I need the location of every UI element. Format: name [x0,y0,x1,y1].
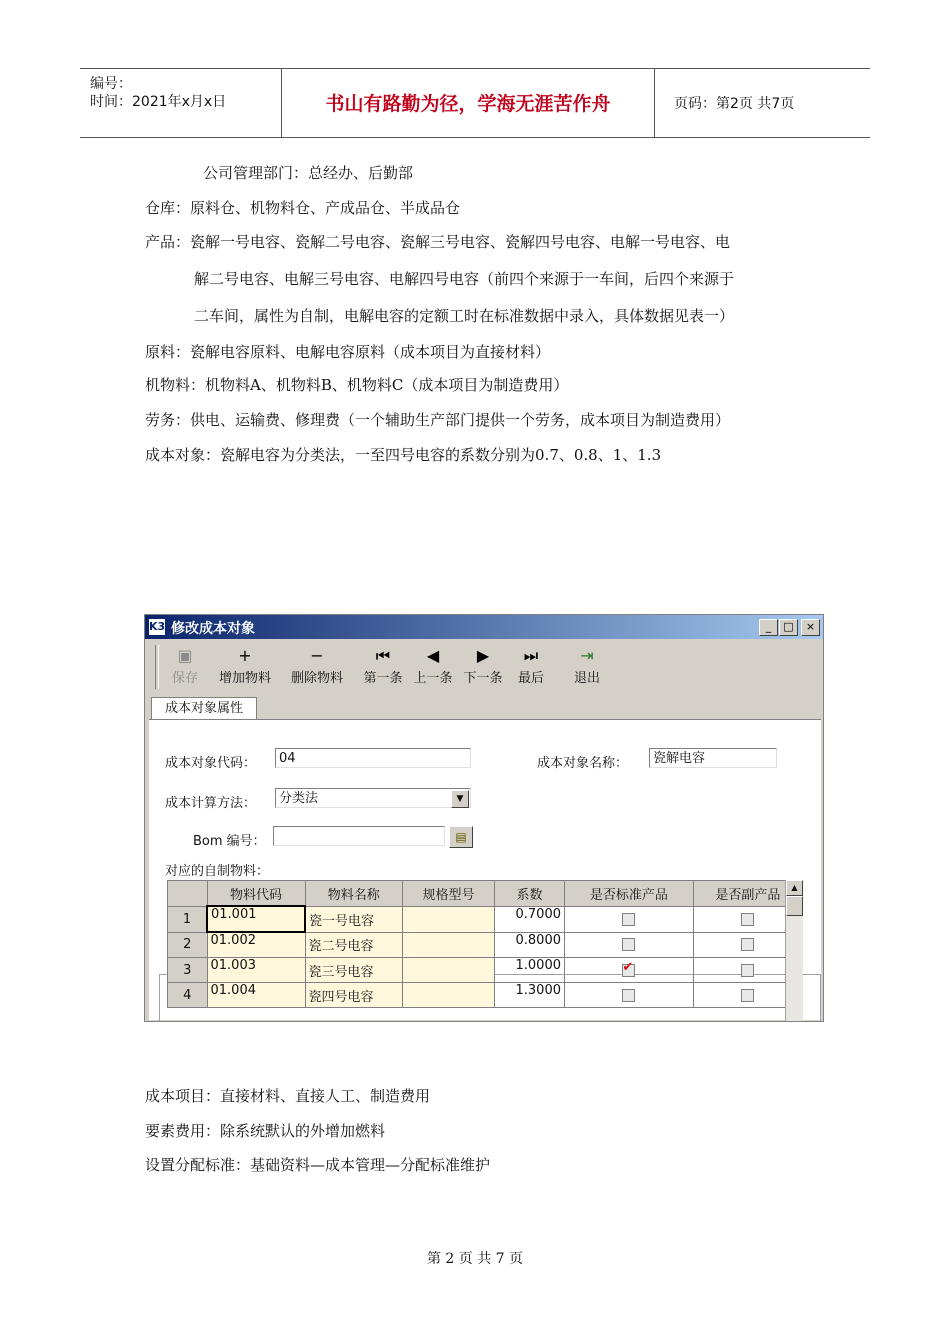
page-footer: 第 2 页 共 7 页 [426,1251,524,1267]
material-code-cell[interactable]: 01.004 [207,983,305,1008]
browse-icon[interactable]: ▤ [449,826,473,848]
tab-cost-object-properties[interactable]: 成本对象属性 [151,697,257,720]
save-icon: ▣ [177,646,193,665]
prev-icon: ◀ [426,646,440,665]
material-code-cell[interactable]: 01.002 [207,932,305,958]
text-line: 成本对象：瓷解电容为分类法，一至四号电容的系数分别为0.7、0.8、1、1.3 [145,446,662,464]
text-line: 仓库：原料仓、机物料仓、产成品仓、半成品仓 [145,199,461,217]
cost-object-code-field[interactable]: 04 [275,748,471,768]
coefficient-cell[interactable]: 1.3000 [495,983,565,1008]
minus-icon: − [310,646,324,665]
materials-group-title: 对应的自制物料： [163,860,271,879]
app-logo-icon: K3 [149,620,166,633]
minimize-button[interactable]: _ [759,619,778,636]
save-button[interactable]: ▣ 保存 [167,645,203,686]
grid-corner [168,881,208,907]
table-row[interactable]: 3 01.003 瓷三号电容 1.0000 ✔ [168,958,803,983]
material-name-cell[interactable]: 瓷二号电容 [305,932,403,958]
motto: 书山有路勤为径，学海无涯苦作舟 [282,69,655,137]
text-line: 要素费用：除系统默认的外增加燃料 [145,1122,386,1140]
text-line: 设置分配标准：基础资料—成本管理—分配标准维护 [145,1156,491,1174]
exit-icon: ⇥ [580,646,594,665]
scroll-thumb[interactable] [786,896,803,916]
text-line: 原料：瓷解电容原料、电解电容原料（成本项目为直接材料） [145,343,551,361]
next-record-button[interactable]: ▶ 下一条 [459,645,507,686]
standard-product-checkbox[interactable] [622,964,635,977]
column-header[interactable]: 系数 [495,881,565,907]
bom-label: Bom 编号： [193,834,266,849]
method-label: 成本计算方法： [165,796,257,811]
text-line: 公司管理部门：总经办、后勤部 [203,164,414,182]
material-name-cell[interactable]: 瓷三号电容 [305,958,403,983]
text-line: 成本项目：直接材料、直接人工、制造费用 [145,1087,431,1105]
close-button[interactable]: × [801,619,820,636]
material-name-cell[interactable]: 瓷一号电容 [305,906,403,932]
standard-product-checkbox[interactable] [622,938,635,951]
grid-scrollbar[interactable] [785,880,803,1022]
by-product-checkbox[interactable] [741,989,754,1002]
window-title: 修改成本对象 [171,621,255,637]
spec-cell[interactable] [403,958,495,983]
table-row[interactable]: 2 01.002 瓷二号电容 0.8000 [168,932,803,958]
coefficient-cell[interactable]: 0.8000 [495,932,565,958]
prev-record-button[interactable]: ◀ 上一条 [409,645,457,686]
material-code-cell[interactable]: 01.001 [207,906,305,932]
column-header[interactable]: 规格型号 [403,881,495,907]
bom-number-field[interactable] [273,826,445,846]
table-row[interactable]: 1 01.001 瓷一号电容 0.7000 [168,906,803,932]
properties-panel [149,719,821,1020]
add-material-button[interactable]: + 增加物料 [213,645,277,686]
delete-material-button[interactable]: − 删除物料 [285,645,349,686]
toolbar-separator [155,645,159,689]
cost-object-window [144,614,824,1022]
coefficient-cell[interactable]: 0.7000 [495,906,565,932]
title-bar[interactable] [145,615,823,639]
by-product-checkbox[interactable] [741,913,754,926]
column-header[interactable]: 物料名称 [305,881,403,907]
cost-object-name-field[interactable]: 瓷解电容 [649,748,777,768]
table-row[interactable]: 4 01.004 瓷四号电容 1.3000 [168,983,803,1008]
header-meta-cell [80,69,282,137]
first-icon: ⏮ [375,646,391,665]
column-header[interactable]: 是否副产品 [693,881,802,907]
text-line: 劳务：供电、运输费、修理费（一个辅助生产部门提供一个劳务，成本项目为制造费用） [145,411,731,429]
plus-icon: + [238,646,252,665]
text-line: 产品：瓷解一号电容、瓷解二号电容、瓷解三号电容、瓷解四号电容、电解一号电容、电 [145,233,731,251]
spec-cell[interactable] [403,932,495,958]
toolbar [147,641,821,693]
number-label: 编号： [90,76,132,92]
name-label: 成本对象名称： [537,756,629,771]
code-label: 成本对象代码： [165,756,257,771]
column-header[interactable]: 是否标准产品 [565,881,694,907]
time-label: 时间：2021年x月x日 [90,94,227,110]
by-product-checkbox[interactable] [741,938,754,951]
column-header[interactable]: 物料代码 [207,881,305,907]
spec-cell[interactable] [403,906,495,932]
exit-button[interactable]: ⇥ 退出 [569,645,605,686]
maximize-button[interactable]: □ [779,619,798,636]
scroll-up-icon[interactable]: ▲ [786,880,803,896]
calc-method-select[interactable]: 分类法 ▼ [275,788,471,808]
material-name-cell[interactable]: 瓷四号电容 [305,983,403,1008]
spec-cell[interactable] [403,983,495,1008]
first-record-button[interactable]: ⏮ 第一条 [359,645,407,686]
coefficient-cell[interactable]: 1.0000 [495,958,565,983]
standard-product-checkbox[interactable] [622,913,635,926]
text-line: 解二号电容、电解三号电容、电解四号电容（前四个来源于一车间，后四个来源于 [194,270,735,288]
by-product-checkbox[interactable] [741,964,754,977]
page-header [80,68,870,138]
text-line: 二车间，属性为自制，电解电容的定额工时在标准数据中录入，具体数据见表一） [194,307,735,325]
last-record-button[interactable]: ⏭ 最后 [513,645,549,686]
next-icon: ▶ [476,646,490,665]
last-icon: ⏭ [523,646,539,665]
material-code-cell[interactable]: 01.003 [207,958,305,983]
chevron-down-icon[interactable]: ▼ [451,790,469,808]
page-info: 页码：第2页 共7页 [674,96,795,112]
standard-product-checkbox[interactable] [622,989,635,1002]
materials-grid [167,880,803,1008]
text-line: 机物料：机物料A、机物料B、机物料C（成本项目为制造费用） [145,376,569,394]
